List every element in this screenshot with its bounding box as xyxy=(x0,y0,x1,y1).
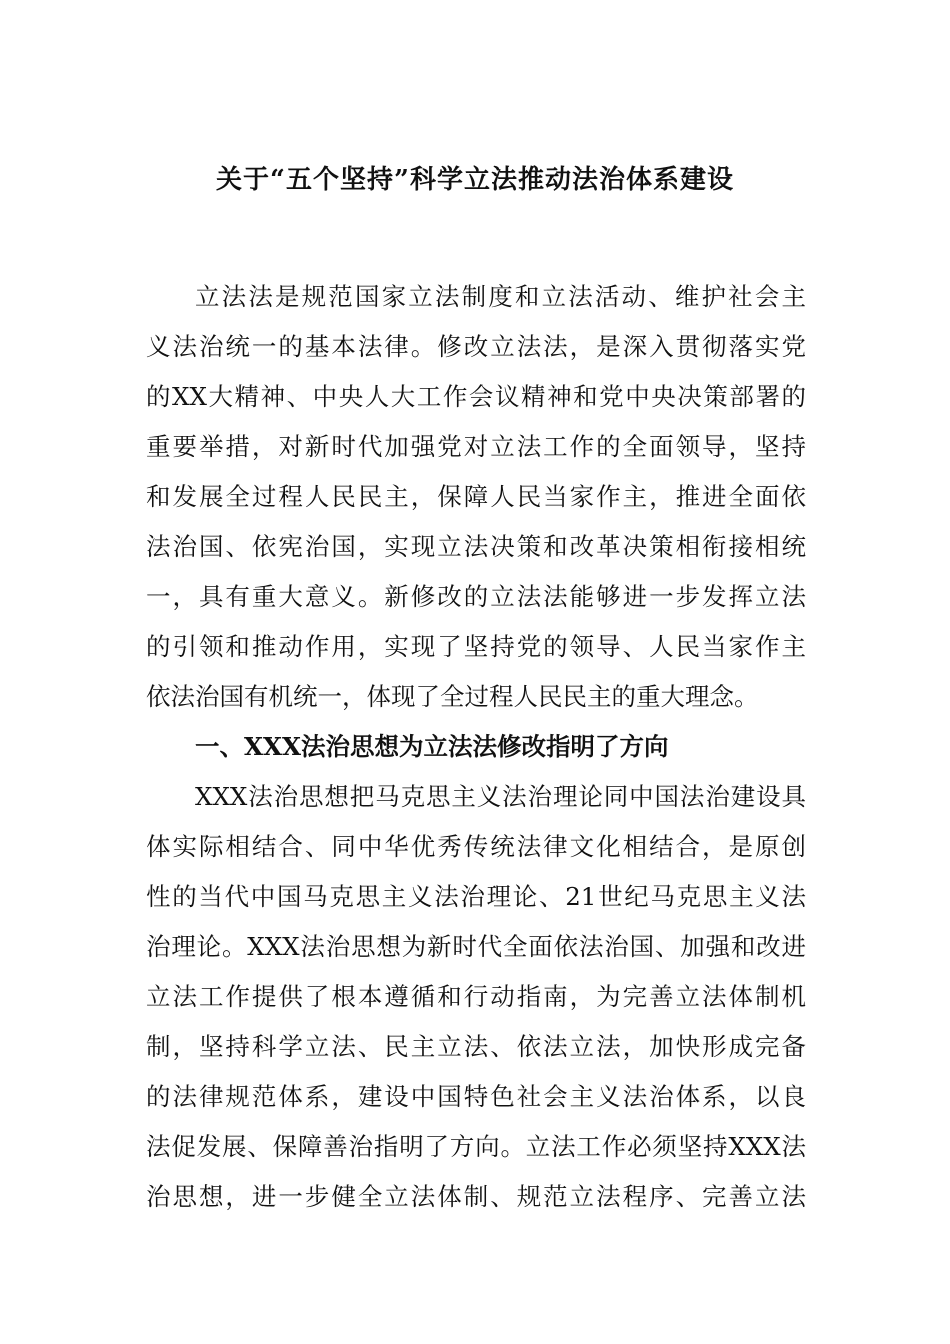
paragraph-1-line: 的XX大精神、中央人大工作会议精神和党中央决策部署的 xyxy=(146,382,806,411)
document-title: 关于“五个坚持”科学立法推动法治体系建设 xyxy=(216,165,734,195)
paragraph-2-line: XXX法治思想把马克思主义法治理论同中国法治建设具 xyxy=(195,782,806,811)
paragraph-1-line: 依法治国有机统一，体现了全过程人民民主的重大理念。 xyxy=(146,682,759,711)
paragraph-2-line: 治理论。XXX法治思想为新时代全面依法治国、加强和改进 xyxy=(146,932,806,961)
paragraph-2-line: 制，坚持科学立法、民主立法、依法立法，加快形成完备 xyxy=(146,1032,806,1061)
paragraph-1-line: 的引领和推动作用，实现了坚持党的领导、人民当家作主 xyxy=(146,632,806,661)
paragraph-2-line: 立法工作提供了根本遵循和行动指南，为完善立法体制机 xyxy=(146,982,806,1011)
paragraph-1-line: 一，具有重大意义。新修改的立法法能够进一步发挥立法 xyxy=(146,582,806,611)
paragraph-2-line: 性的当代中国马克思主义法治理论、21世纪马克思主义法 xyxy=(146,882,806,911)
paragraph-1-line: 立法法是规范国家立法制度和立法活动、维护社会主 xyxy=(195,282,806,311)
paragraph-2-line: 体实际相结合、同中华优秀传统法律文化相结合，是原创 xyxy=(146,832,806,861)
paragraph-2-line: 的法律规范体系，建设中国特色社会主义法治体系，以良 xyxy=(146,1082,806,1111)
paragraph-2-line: 法促发展、保障善治指明了方向。立法工作必须坚持XXX法 xyxy=(146,1132,806,1161)
paragraph-2-line: 治思想，进一步健全立法体制、规范立法程序、完善立法 xyxy=(146,1182,806,1211)
paragraph-1-line: 法治国、依宪治国，实现立法决策和改革决策相衔接相统 xyxy=(146,532,806,561)
section-heading-1: 一、XXX法治思想为立法法修改指明了方向 xyxy=(195,732,669,761)
paragraph-1-line: 重要举措，对新时代加强党对立法工作的全面领导，坚持 xyxy=(146,432,806,461)
paragraph-1-line: 义法治统一的基本法律。修改立法法，是深入贯彻落实党 xyxy=(146,332,806,361)
paragraph-1-line: 和发展全过程人民民主，保障人民当家作主，推进全面依 xyxy=(146,482,806,511)
